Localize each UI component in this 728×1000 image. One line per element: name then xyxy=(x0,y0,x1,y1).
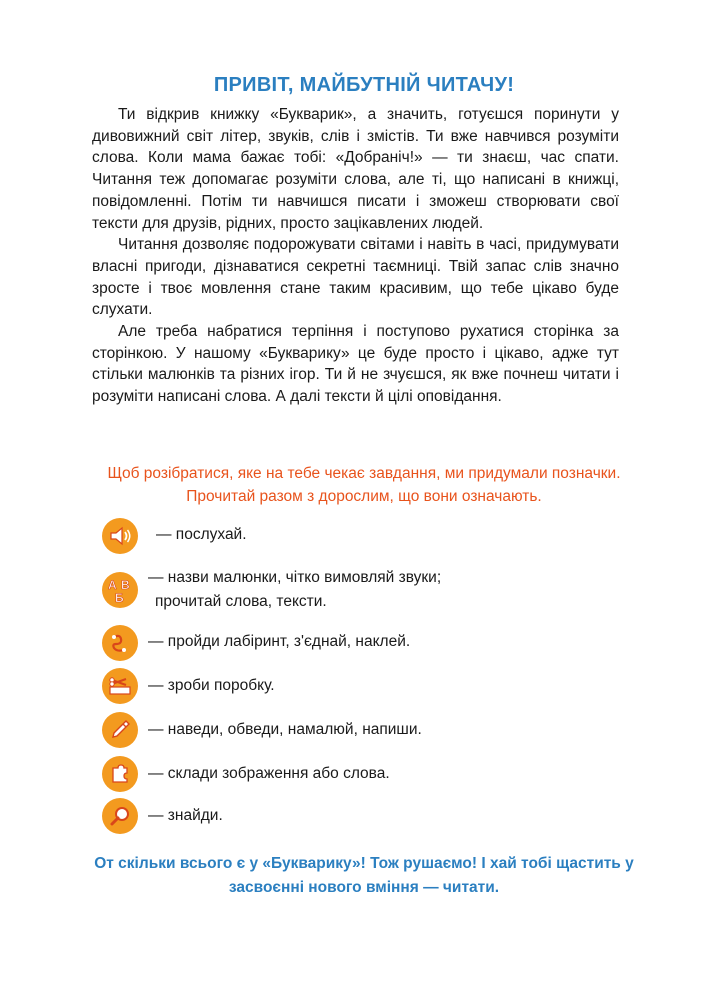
legend-text: — пройди лабіринт, з'єднай, наклей. xyxy=(148,633,411,650)
intro-paragraph: Читання дозволяє подорожувати світами і навіть в часі, придумувати власні пригоди, дізнаватися секретні таємниці. Твій запас слів значно зросте і твоє мовлення стане таким красивим, що тебе цікаво буде слухати. xyxy=(92,236,619,319)
svg-text:В: В xyxy=(121,578,130,592)
legend-text: — зроби поробку. xyxy=(148,677,275,694)
pencil-icon xyxy=(102,712,138,748)
legend-text: — послухай. xyxy=(156,526,247,543)
svg-text:Б: Б xyxy=(115,591,124,605)
legend-text: — наведи, обведи, намалюй, напиши. xyxy=(148,721,422,738)
legend-text: — назви малюнки, чітко вимовляй звуки; xyxy=(148,569,442,586)
puzzle-icon xyxy=(102,756,138,792)
legend-text: прочитай слова, тексти. xyxy=(155,593,327,610)
scissors-craft-icon xyxy=(102,668,138,704)
closing-text: От скільки всього є у «Букварику»! Тож рушаємо! І хай тобі щастить у засвоєнні нового вміння — читати. xyxy=(94,855,634,896)
magnifier-icon xyxy=(102,798,138,834)
intro-paragraph: Але треба набратися терпіння і поступово рухатися сторінка за сторінкою. У нашому «Букварику» це буде просто і цікаво, адже тут стільки малюнків та різних ігор. Ти й не зчуєшся, як вже почнеш читати і розуміти написані слова. А далі тексти й цілі оповідання. xyxy=(92,323,619,406)
maze-icon xyxy=(102,625,138,661)
intro-paragraph: Ти відкрив книжку «Букварик», а значить, готуєшся поринути у дивовижний світ літер, звуків, слів і змістів. Ти вже навчився розуміти слова. Коли мама бажає тобі: «Добраніч!» — ти знаєш, час спати. Читання теж допомагає розуміти слова, але ті, що написані в книжці, повідомленні. Потім ти навчишся писати і зможеш створювати свої тексти для друзів, рідних, просто зацікавлених людей. xyxy=(92,106,619,232)
abc-letters-icon xyxy=(102,572,138,608)
intro-text xyxy=(92,104,619,408)
page-title: ПРИВІТ, МАЙБУТНІЙ ЧИТАЧУ! xyxy=(213,74,515,96)
symbols-notice: Щоб розібратися, яке на тебе чекає завдання, ми придумали позначки. Прочитай разом з дорослим, що вони означають. xyxy=(107,465,621,505)
speaker-icon xyxy=(102,518,138,554)
legend-text: — склади зображення або слова. xyxy=(148,765,390,782)
legend-text: — знайди. xyxy=(148,807,223,824)
svg-text:А: А xyxy=(108,578,117,592)
